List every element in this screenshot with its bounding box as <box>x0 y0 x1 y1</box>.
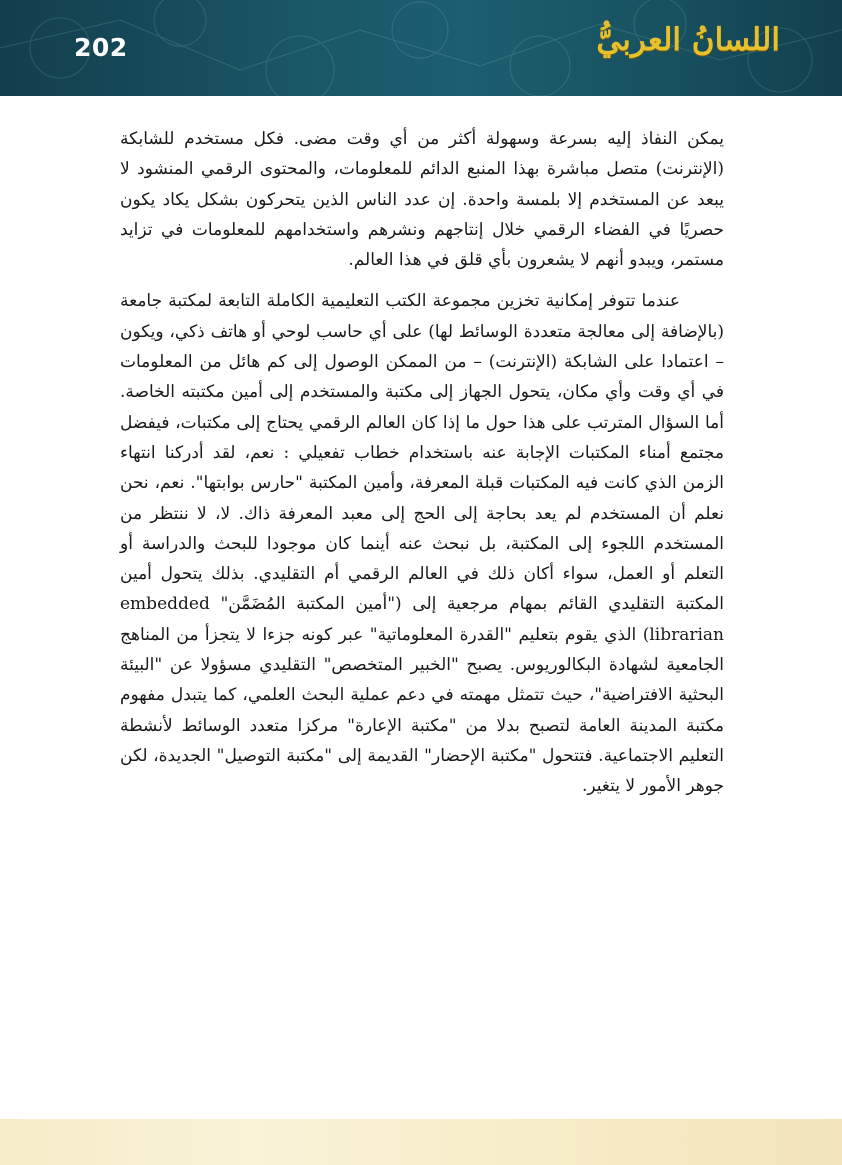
page-header <box>0 0 842 96</box>
journal-logo: اللسانُ العربيُّ <box>596 22 780 58</box>
page-footer-band <box>0 1119 842 1165</box>
paragraph: عندما تتوفر إمكانية تخزين مجموعة الكتب التعليمية الكاملة التابعة لمكتبة جامعة (بالإضافة إلى معالجة متعددة الوسائط لها) على أي حاسب لوحي أو هاتف ذكي، ويكون – اعتمادا على الشابكة (الإنترنت) – من الممكن الوصول إلى كم هائل من المعلومات في أي وقت وأي مكان، يتحول الجهاز إلى مكتبة والمستخدم إلى أمين مكتبته الخاصة. أما السؤال المترتب على هذا حول ما إذا كان العالم الرقمي يحتاج إلى مكتبات، فيفضل مجتمع أمناء المكتبات الإجابة عنه باستخدام خطاب تفعيلي : نعم، لقد أدركنا انتهاء الزمن الذي كانت فيه المكتبات قبلة المعرفة، وأمين المكتبة "حارس بوابتها". نعم، نحن نعلم أن المستخدم لم يعد بحاجة إلى الحج إلى معبد المعرفة ذاك. لا، لا ننتظر من المستخدم اللجوء إلى المكتبة، بل نبحث عنه أينما كان موجودا للبحث والدراسة أو التعلم أو العمل، سواء أكان ذلك في العالم الرقمي أم التقليدي. بذلك يتحول أمين المكتبة التقليدي القائم بمهام مرجعية إلى ("أمين المكتبة المُضَمَّن" embedded librarian) الذي يقوم بتعليم "القدرة المعلوماتية" عبر كونه جزءا لا يتجزأ من المناهج الجامعية لشهادة البكالوريوس. يصبح "الخبير المتخصص" التقليدي مسؤولا عن "البيئة البحثية الافتراضية"، حيث تتمثل مهمته في دعم عملية البحث العلمي، كما يتبدل مفهوم مكتبة المدينة العامة لتصبح بدلا من "مكتبة الإعارة" مركزا متعدد الوسائط لأنشطة التعليم الاجتماعية. فتتحول "مكتبة الإحضار" القديمة إلى "مكتبة التوصيل" الجديدة، لكن جوهر الأمور لا يتغير. <box>120 291 724 797</box>
paragraph: يمكن النفاذ إليه بسرعة وسهولة أكثر من أي وقت مضى. فكل مستخدم للشابكة (الإنترنت) متصل مباشرة بهذا المنبع الدائم للمعلومات، والمحتوى الرقمي المنشود لا يبعد عن المستخدم إلا بلمسة واحدة. إن عدد الناس الذين يتحركون بشكل يكاد يكون حصريًا في الفضاء الرقمي خلال إنتاجهم ونشرهم واستخدامهم للمعلومات في تزايد مستمر، ويبدو أنهم لا يشعرون بأي قلق في هذا العالم. <box>120 129 724 271</box>
page-number: 202 <box>74 33 128 62</box>
article-body <box>120 124 724 802</box>
